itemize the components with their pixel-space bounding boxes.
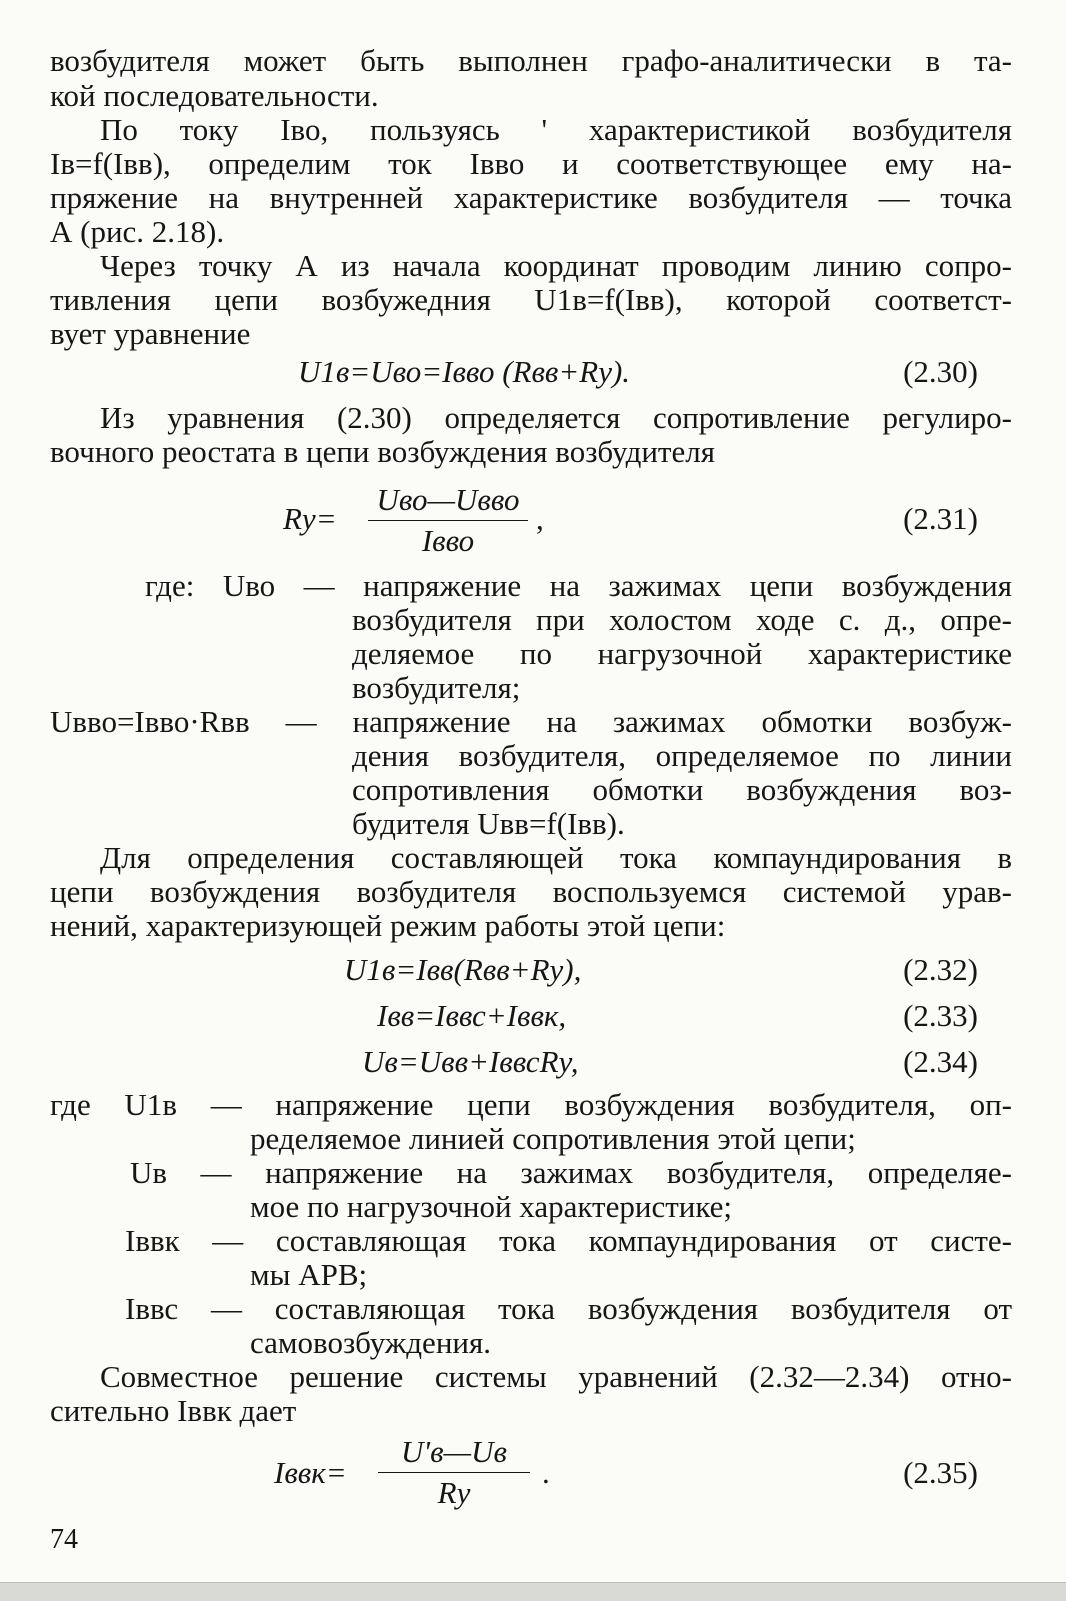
definition-line: где U1в — напряжение цепи возбуждения возбудителя, оп- bbox=[50, 1087, 1012, 1122]
definition-line: самовозбуждения. bbox=[250, 1325, 492, 1360]
definition-line: сопротивления обмотки возбуждения воз- bbox=[352, 772, 1012, 807]
definition-line: ределяемое линией сопротивления этой цепи; bbox=[250, 1121, 856, 1156]
definition-line: Uвво=Iвво·Rвв — напряжение на зажимах обмотки возбуж- bbox=[50, 704, 1012, 739]
text-line: Iв=f(Iвв), определим ток Iвво и соответствующее ему на- bbox=[50, 146, 1012, 181]
page-number: 74 bbox=[50, 1524, 78, 1555]
definition-line: мы АРВ; bbox=[250, 1257, 368, 1292]
definition-line: возбудителя при холостом ходе с. д., опре- bbox=[352, 602, 1012, 637]
definition-line: Iввк — составляющая тока компаундирования от систе- bbox=[125, 1223, 1012, 1258]
fraction-denominator: Iвво bbox=[421, 523, 475, 558]
equation-number: (2.34) bbox=[903, 1044, 978, 1079]
text-line: Через точку А из начала координат проводим линию сопро- bbox=[100, 248, 1012, 283]
equation-2-30: U1в=Uво=Iвво (Rвв+Rу). bbox=[298, 354, 631, 389]
equation-punctuation: , bbox=[536, 501, 544, 536]
equation-2-34: Uв=Uвв+IввсRу, bbox=[362, 1044, 579, 1079]
equation-2-31-lhs: Rу= bbox=[283, 501, 337, 536]
scan-bottom-edge bbox=[0, 1582, 1066, 1601]
equation-number: (2.33) bbox=[903, 998, 978, 1033]
definition-line: мое по нагрузочной характеристике; bbox=[250, 1189, 732, 1224]
definition-line: Uв — напряжение на зажимах возбудителя, определяе- bbox=[130, 1155, 1012, 1190]
equation-number: (2.35) bbox=[903, 1455, 978, 1490]
equation-number: (2.30) bbox=[903, 354, 978, 389]
equation-number: (2.32) bbox=[903, 952, 978, 987]
definition-line: деляемое по нагрузочной характеристике bbox=[352, 636, 1012, 671]
fraction-numerator: Uво—Uвво bbox=[368, 482, 528, 521]
definition-line: Iввс — составляющая тока возбуждения возбудителя от bbox=[125, 1291, 1012, 1326]
equation-2-35-fraction bbox=[378, 1434, 530, 1511]
text-line: Из уравнения (2.30) определяется сопротивление регулиро- bbox=[100, 400, 1012, 435]
text-line: вочного реостата в цепи возбуждения возбудителя bbox=[50, 434, 715, 469]
text-line: сительно Iввк дает bbox=[50, 1393, 297, 1428]
text-line: возбудителя может быть выполнен графо-аналитически в та- bbox=[50, 43, 1012, 78]
equation-2-35-lhs: Iввк= bbox=[274, 1455, 347, 1490]
equation-2-33: Iвв=Iввс+Iввк, bbox=[377, 998, 567, 1033]
text-line: тивления цепи возбужедния U1в=f(Iвв), которой соответст- bbox=[50, 282, 1012, 317]
definition-line: где: Uво — напряжение на зажимах цепи возбуждения bbox=[145, 568, 1012, 603]
fraction-denominator: Rу bbox=[437, 1475, 471, 1510]
text-line: Для определения составляющей тока компаундирования в bbox=[100, 840, 1012, 875]
text-line: А (рис. 2.18). bbox=[50, 214, 225, 249]
text-line: нений, характеризующей режим работы этой цепи: bbox=[50, 908, 726, 943]
equation-2-31-fraction bbox=[368, 482, 528, 559]
text-line: кой последовательности. bbox=[50, 78, 379, 113]
text-line: вует уравнение bbox=[50, 316, 251, 351]
definition-line: дения возбудителя, определяемое по линии bbox=[352, 738, 1012, 773]
text-line: По току Iво, пользуясь ' характеристикой возбудителя bbox=[100, 112, 1012, 147]
fraction-numerator: U'в—Uв bbox=[378, 1434, 530, 1473]
definition-line: будителя Uвв=f(Iвв). bbox=[352, 806, 625, 841]
text-line: пряжение на внутренней характеристике возбудителя — точка bbox=[50, 180, 1012, 215]
text-line: Совместное решение системы уравнений (2.32—2.34) отно- bbox=[100, 1359, 1012, 1394]
text-line: цепи возбуждения возбудителя воспользуемся системой урав- bbox=[50, 874, 1012, 909]
definition-line: возбудителя; bbox=[352, 670, 521, 705]
equation-punctuation: . bbox=[542, 1455, 550, 1490]
equation-2-32: U1в=Iвв(Rвв+Rу), bbox=[344, 952, 582, 987]
equation-number: (2.31) bbox=[903, 501, 978, 536]
